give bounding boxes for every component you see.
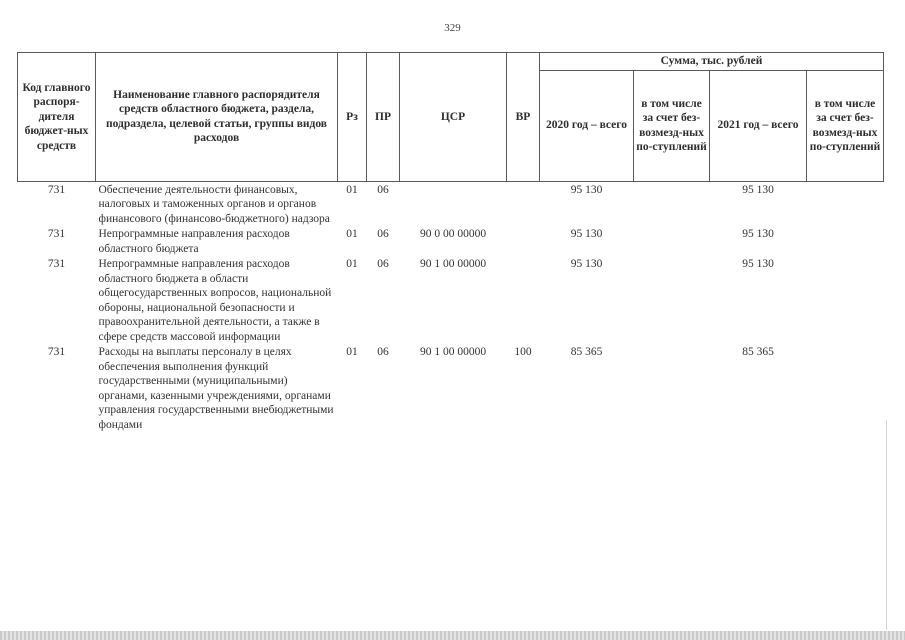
row-incl-2020 [634, 256, 710, 344]
row-code: 731 [47, 228, 66, 240]
row-code: 731 [47, 183, 66, 196]
row-name: Непрограммные направления расходов областного бюджета [98, 228, 290, 255]
row-total-2020: 95 130 [570, 183, 603, 196]
row-code: 731 [47, 258, 66, 270]
row-name: Обеспечение деятельности финансовых, налоговых и таможенных органов и органов финансового (финансово-бюджетного) надзора [98, 183, 330, 225]
table-body [18, 181, 884, 432]
row-csr: 90 0 00 00000 [419, 228, 487, 240]
row-total-2021: 95 130 [742, 228, 774, 240]
row-incl-2021 [807, 256, 884, 344]
budget-table [17, 52, 884, 432]
row-csr: 90 1 00 00000 [419, 346, 487, 358]
table-header [18, 53, 884, 182]
row-csr: 90 1 00 00000 [419, 258, 487, 270]
row-incl-2020 [634, 181, 710, 226]
table-row [18, 256, 884, 344]
row-incl-2020 [634, 226, 710, 256]
header-pr: ПР [367, 53, 400, 182]
row-total-2020: 85 365 [570, 346, 603, 358]
row-incl-2020 [634, 344, 710, 432]
scan-bottom-band [0, 631, 905, 640]
header-vr: ВР [507, 53, 540, 182]
row-total-2020: 95 130 [570, 228, 603, 240]
row-rz: 01 [346, 258, 358, 270]
header-code: Код главного распоря-дителя бюджет-ных средств [18, 53, 96, 182]
header-incl-2020: в том числе за счет без-возмезд-ных по-ступлений [634, 70, 710, 181]
row-pr: 06 [377, 258, 389, 270]
row-rz: 01 [346, 346, 358, 358]
header-total-2020: 2020 год – всего [540, 70, 634, 181]
table-row [18, 181, 884, 226]
table-row [18, 226, 884, 256]
header-incl-2021: в том числе за счет без-возмезд-ных по-ступлений [807, 70, 884, 181]
row-total-2021: 85 365 [742, 346, 774, 358]
header-total-2021: 2021 год – всего [710, 70, 807, 181]
row-name: Расходы на выплаты персоналу в целях обеспечения выполнения функций государственными (муниципальными) органами, казенными учреждениями, органами управления государственными внебюджетными фондами [98, 346, 334, 431]
row-pr: 06 [377, 228, 389, 240]
row-incl-2021 [807, 226, 884, 256]
row-total-2020: 95 130 [570, 258, 603, 270]
row-rz: 01 [346, 183, 358, 196]
header-sum-group: Сумма, тыс. рублей [540, 53, 884, 71]
row-vr [507, 256, 540, 344]
header-csr: ЦСР [400, 53, 507, 182]
row-total-2021: 95 130 [742, 258, 774, 270]
row-total-2021: 95 130 [742, 183, 774, 196]
row-vr [507, 226, 540, 256]
row-pr: 06 [377, 346, 389, 358]
header-rz: Рз [338, 53, 367, 182]
row-rz: 01 [346, 228, 358, 240]
row-code: 731 [47, 346, 66, 358]
row-incl-2021 [807, 181, 884, 226]
row-csr [400, 181, 507, 226]
row-pr: 06 [377, 183, 389, 196]
header-name: Наименование главного распорядителя средств областного бюджета, раздела, подраздела, целевой статьи, группы видов расходов [96, 53, 338, 182]
page-number: 329 [444, 22, 461, 34]
table-row [18, 344, 884, 432]
row-incl-2021 [807, 344, 884, 432]
row-vr: 100 [514, 346, 532, 358]
row-name: Непрограммные направления расходов областного бюджета в области общегосударственных вопросов, национальной обороны, национальной безопасности и правоохранительной деятельности, а также в сфере средств массовой информации [98, 258, 332, 343]
scan-edge-line [886, 420, 887, 630]
row-vr [507, 181, 540, 226]
